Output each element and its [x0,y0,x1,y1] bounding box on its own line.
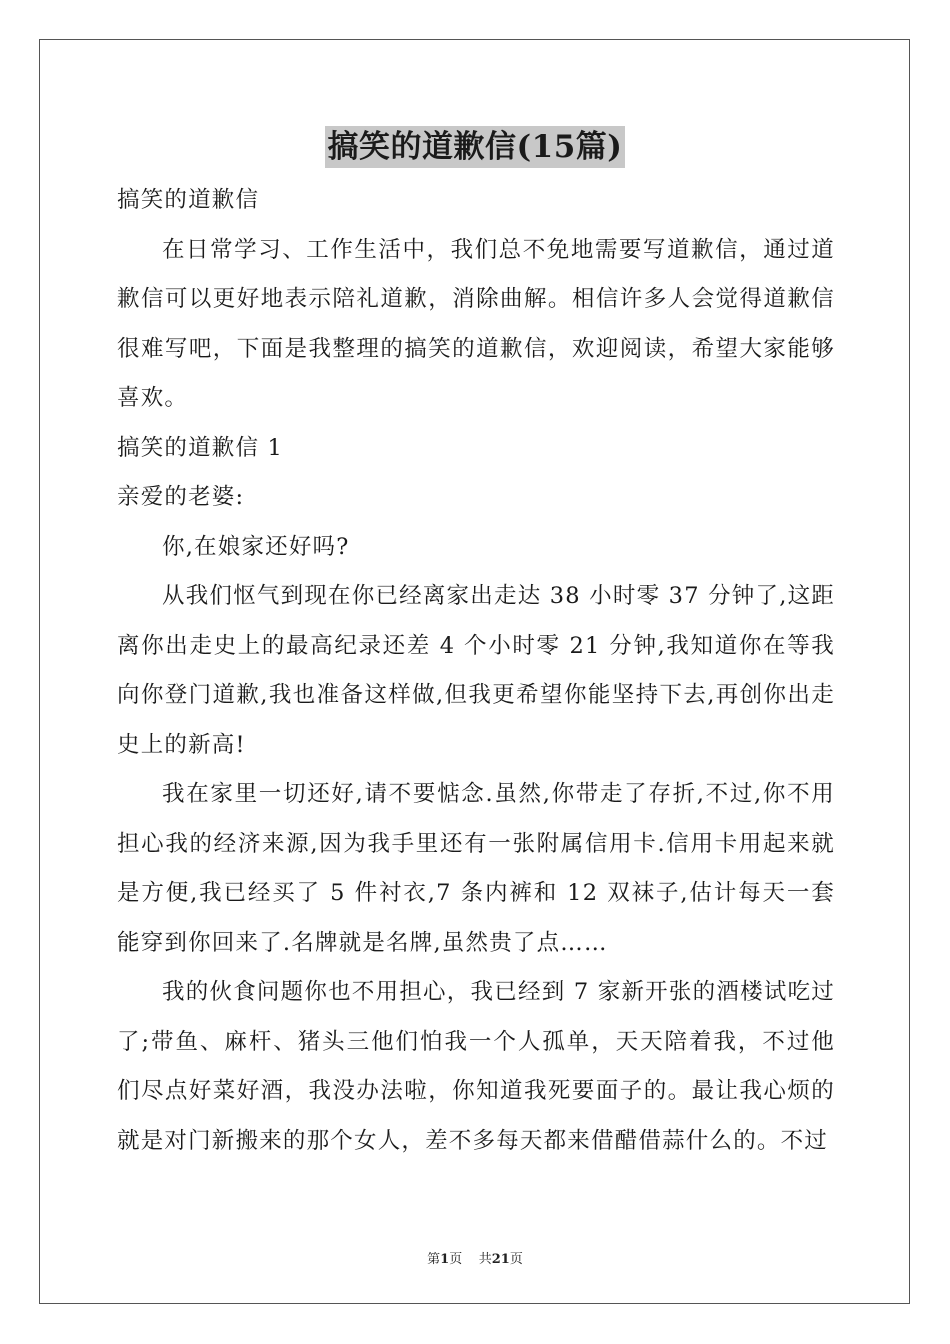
letter-paragraph: 从我们怄气到现在你已经离家出走达 38 小时零 37 分钟了,这距离你出走史上的最高纪录还差 4 个小时零 21 分钟,我知道你在等我向你登门道歉,我也准备这样做,但我更希望你能坚持下去,再创你出走史上的新高! [117,583,835,758]
letter-heading: 搞笑的道歉信 1 [117,434,284,461]
letter-salutation: 亲爱的老婆: [117,484,245,510]
page-number: 第1页 [427,1252,463,1267]
letter-paragraph: 你,在娘家还好吗? [162,533,350,560]
section-heading: 搞笑的道歉信 [117,187,260,213]
letter-paragraph: 我在家里一切还好,请不要惦念.虽然,你带走了存折,不过,你不用担心我的经济来源,因为我手里还有一张附属信用卡.信用卡用起来就是方便,我已经买了 5 件衬衣,7 条内裤和 12 双袜子,估计每天一套能穿到你回来了.名牌就是名牌,虽然贵了点…… [117,781,835,956]
document-title: 搞笑的道歉信(15篇) [325,126,626,168]
total-pages: 共21页 [478,1252,523,1267]
intro-paragraph: 在日常学习、工作生活中，我们总不免地需要写道歉信，通过道歉信可以更好地表示陪礼道歉，消除曲解。相信许多人会觉得道歉信很难写吧，下面是我整理的搞笑的道歉信，欢迎阅读，希望大家能够喜欢。 [117,236,835,411]
document-body [117,176,835,1166]
page-footer [0,1248,950,1267]
title-area [0,126,950,168]
letter-paragraph: 我的伙食问题你也不用担心，我已经到 7 家新开张的酒楼试吃过了;带鱼、麻杆、猪头三他们怕我一个人孤单，天天陪着我，不过他们尽点好菜好酒，我没办法啦，你知道我死要面子的。最让我心烦的就是对门新搬来的那个女人，差不多每天都来借醋借蒜什么的。不过 [117,979,835,1154]
